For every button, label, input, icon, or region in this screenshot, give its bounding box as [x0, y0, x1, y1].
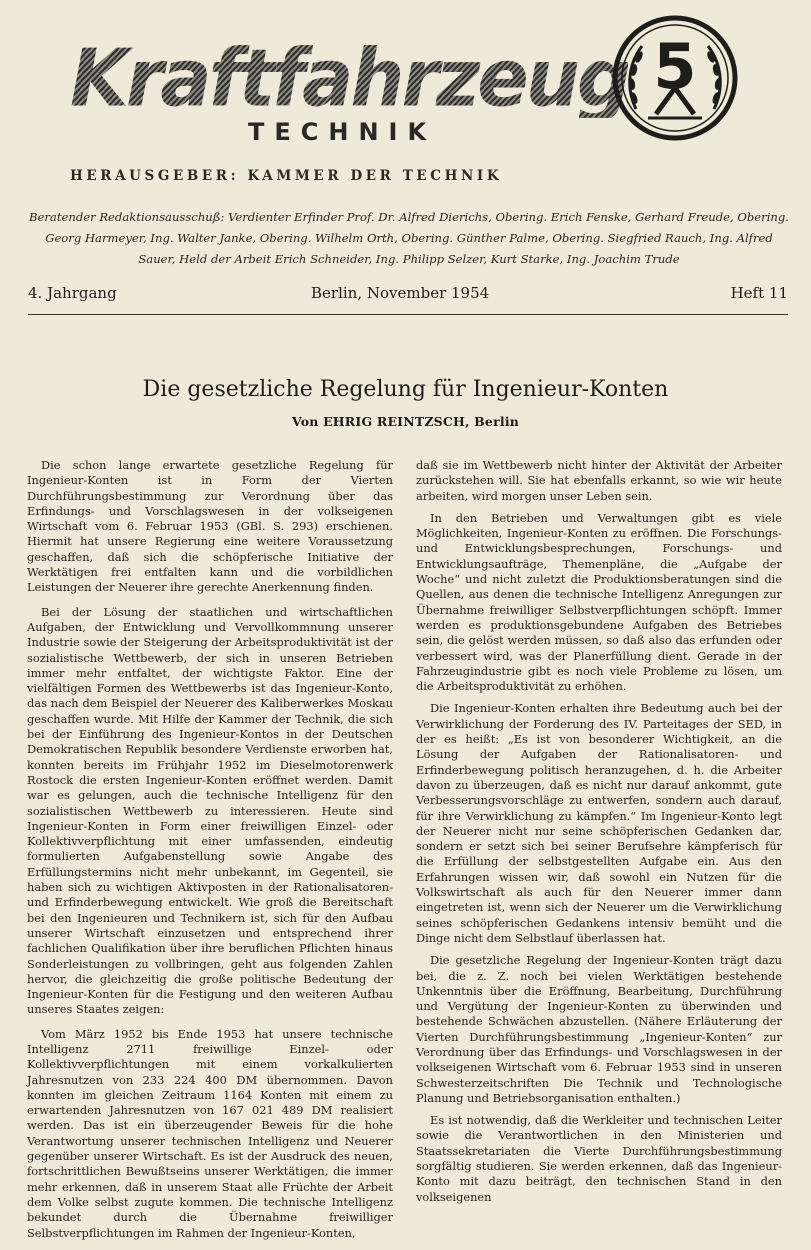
five-year-plan-emblem-icon	[608, 14, 742, 142]
paragraph: Es ist notwendig, daß die Werkleiter und technischen Leiter sowie die Verantwortlichen in den Ministerien und Staatssekretariaten die Vierte Durchführungsbestimmung sorgfältig studieren. Sie werden erkennen, daß das Ingenieur-Konto mit dazu beiträgt, den technischen Stand in den volkseigenen	[416, 1113, 782, 1204]
paragraph: Die Ingenieur-Konten erhalten ihre Bedeutung auch bei der Verwirklichung der Forderung des IV. Parteitages der SED, in der es heißt: „Es ist von besonderer Wichtigkeit, an die Lösung der Aufgaben der Rationalisatoren- und Erfinderbewegung politisch heranzugehen, d. h. die Arbeiter davon zu überzeugen, daß es nicht nur darauf ankommt, gute Verbesserungsvorschläge zu entwerfen, sondern auch darauf, für ihre Verwirklichung zu kämpfen.“ Im Ingenieur-Konto legt der Neuerer nicht nur seine schöpferischen Gedanken dar, sondern er setzt sich bei seiner Berufsehre kämpferisch für die Erfüllung der selbstgestellten Aufgabe ein. Aus den Erfahrungen wissen wir, daß sowohl ein Nutzen für die Volkswirtschaft als auch für den Neuerer immer dann eingetreten ist, wenn sich der Neuerer um die Verwirklichung seines schöpferischen Gedankens intensiv bemüht und die Dinge nicht dem Selbstlauf überlassen hat.	[416, 701, 782, 945]
paragraph: Vom März 1952 bis Ende 1953 hat unsere technische Intelligenz 2711 freiwillige Einzel- oder Kollektivverpflichtungen mit einem vorkalkulierten Jahresnutzen von 233 224 400 DM übernommen. Davon konnten im gleichen Zeitraum 1164 Konten mit einem zu erwartenden Jahresnutzen von 167 021 489 DM realisiert werden. Das ist ein überzeugender Beweis für die hohe Verantwortung unserer technischen Intelligenz und Neuerer gegenüber unserer Wirtschaft. Es ist der Ausdruck des neuen, fortschrittlichen Bewußtseins unserer Werktätigen, die immer mehr erkennen, daß in unserem Staat alle Früchte der Arbeit dem Volke selbst zugute kommen. Die technische Intelligenz bekundet durch die Übernahme freiwilliger Selbstverpflichtungen im Rahmen der Ingenieur-Konten,	[27, 1026, 393, 1240]
article-title: Die gesetzliche Regelung für Ingenieur-Konten	[142, 377, 669, 402]
issue-number-label: Heft 11	[730, 284, 788, 302]
article-byline: Von EHRIG REINTZSCH, Berlin	[291, 414, 520, 429]
masthead-subtitle: TECHNIK	[248, 118, 437, 146]
place-date-label: Berlin, November 1954	[311, 284, 490, 302]
masthead-title: Kraftfahrzeug	[70, 30, 629, 125]
paragraph: In den Betrieben und Verwaltungen gibt es viele Möglichkeiten, Ingenieur-Konten zu eröffnen. Die Forschungs- und Entwicklungsbesprechungen, Forschungs- und Entwicklungsaufträge, Themenpläne, die „Aufgabe der Woche“ und nicht zuletzt die Produktionsberatungen sind die Quellen, aus denen die technische Intelligenz Anregungen zur Übernahme freiwilliger Selbstverpflichtungen schöpft. Immer werden es produktionsgebundene Aufgaben des Betriebes sein, die gelöst werden müssen, so daß also das erfunden oder verbessert wird, was der Planerfüllung dient. Gerade in der Fahrzeugindustrie gibt es noch viele Probleme zu lösen, um die Arbeitsproduktivität zu erhöhen.	[416, 510, 782, 694]
paragraph: Bei der Lösung der staatlichen und wirtschaftlichen Aufgaben, der Entwicklung und Vervollkommnung unserer Industrie sowie der Steigerung der Arbeitsproduktivität ist der sozialistische Wettbewerb, der sich in unseren Betrieben immer mehr entfaltet, der wichtigste Faktor. Eine der vielfältigen Formen des Wettbewerbs ist das Ingenieur-Konto, das nach dem Beispiel der Neuerer des Kaliberwerkes Moskau geschaffen wurde. Mit Hilfe der Kammer der Technik, die sich bei der Einführung des Ingenieur-Kontos in der Deutschen Demokratischen Republik besondere Verdienste erworben hat, konnten bereits im Frühjahr 1952 im Dieselmotorenwerk Rostock die ersten Ingenieur-Konten eröffnet werden. Damit war es gelungen, auch die technische Intelligenz für den sozialistischen Wettbewerb zu interessieren. Heute sind Ingenieur-Konten in Form einer freiwilligen Einzel- oder Kollektivverpflichtung mit einer umfassenden, eindeutig formulierten Aufgabenstellung sowie Angabe des Erfüllungstermins nicht mehr unbekannt, im Gegenteil, sie haben sich zu wichtigen Aktivposten in der Rationalisatoren- und Erfinderbewegung entwickelt. Wie groß die Bereitschaft bei den Ingenieuren und Technikern ist, sich für den Aufbau unserer Wirtschaft einzusetzen und entsprechend ihrer fachlichen Qualifikation über ihre beruflichen Pflichten hinaus Sonderleistungen zu vollbringen, geht aus folgenden Zahlen hervor, die gleichzeitig die große politische Bedeutung der Ingenieur-Konten für die Festigung und den weiteren Aufbau unseres Staates zeigen:	[27, 604, 393, 1017]
paragraph: daß sie im Wettbewerb nicht hinter der Aktivität der Arbeiter zurückstehen will. Sie hat ebenfalls erkannt, so wie wir heute arbeiten, wird morgen unser Leben sein.	[416, 458, 782, 503]
publisher-line: HERAUSGEBER: KAMMER DER TECHNIK	[70, 168, 503, 184]
emblem-number: 5	[653, 30, 697, 103]
issue-info	[28, 284, 788, 306]
masthead	[70, 30, 629, 160]
paragraph: Die gesetzliche Regelung der Ingenieur-Konten trägt dazu bei, die z. Z. noch bei vielen Werktätigen bestehende Unkenntnis über die Eröffnung, Bearbeitung, Durchführung und Vergütung der Ingenieur-Konten zu überwinden und bestehende Schwächen abzustellen. (Nähere Erläuterung der Vierten Durchführungsbestimmung „Ingenieur-Konten“ zur Verordnung über das Erfindungs- und Vorschlagswesen in der volkseigenen Wirtschaft vom 6. Februar 1953 sind in unseren Schwesterzeitschriften Die Technik und Technologische Planung und Betriebsorganisation enthalten.)	[416, 953, 782, 1105]
header-divider	[28, 314, 788, 315]
paragraph: Die schon lange erwartete gesetzliche Regelung für Ingenieur-Konten ist in Form der Vierten Durchführungsbestimmung zur Verordnung über das Erfindungs- und Vorschlagswesen in der volkseigenen Wirtschaft vom 6. Februar 1953 (GBl. S. 293) erschienen. Hiermit hat unsere Regierung eine weitere Voraussetzung geschaffen, daß sich die schöpferische Initiative der Werktätigen frei entfalten kann und die vorbildlichen Leistungen der Neuerer ihre gerechte Anerkennung finden.	[27, 458, 393, 595]
editorial-board: Beratender Redaktionsausschuß: Verdienter Erfinder Prof. Dr. Alfred Dierichs, Obering. Erich Fenske, Gerhard Freude, Obering. Georg Harmeyer, Ing. Walter Janke, Obering. Wilhelm Orth, Obering. Günther Palme, Obering. Siegfried Rauch, Ing. Alfred Sauer, Held der Arbeit Erich Schneider, Ing. Philipp Selzer, Kurt Starke, Ing. Joachim Trude	[29, 210, 789, 266]
article-column-right	[416, 458, 782, 1212]
volume-label: 4. Jahrgang	[28, 284, 117, 302]
article-column-left	[27, 458, 393, 1250]
